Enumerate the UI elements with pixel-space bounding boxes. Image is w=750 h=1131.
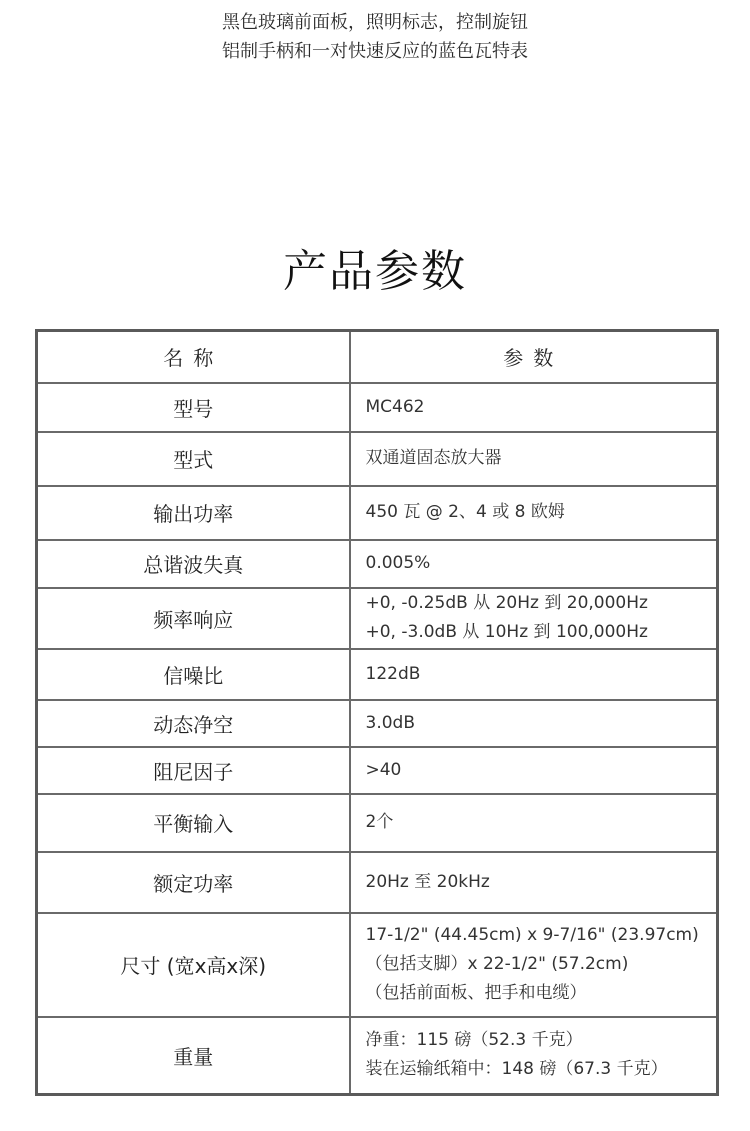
row-value [350,913,718,1017]
row-value [350,486,718,540]
value-line: 双通道固态放大器 [365,448,502,468]
table-row [37,913,718,1017]
row-value [350,588,718,649]
row-name: 平衡输入 [37,794,350,852]
row-value [350,649,718,700]
table-row [37,700,718,747]
row-value [350,794,718,852]
value-line: 17-1/2" (44.45cm) x 9-7/16" (23.97cm) [365,925,699,945]
table-row [37,383,718,432]
value-line: +0, -3.0dB 从 10Hz 到 100,000Hz [365,622,648,642]
intro-text [0,8,750,66]
row-value [350,852,718,913]
intro-line: 黑色玻璃前面板，照明标志，控制旋钮 [222,12,528,33]
section-title: 产品参数 [283,246,467,297]
row-value [350,700,718,747]
row-name: 重量 [37,1017,350,1095]
value-line: MC462 [365,396,425,417]
table-row [37,852,718,913]
row-name: 阻尼因子 [37,747,350,794]
header-name: 名称 [37,331,350,383]
row-value [350,432,718,486]
table-row [37,747,718,794]
row-name: 型式 [37,432,350,486]
table-row [37,432,718,486]
row-value [350,747,718,794]
row-name: 信噪比 [37,649,350,700]
row-name: 输出功率 [37,486,350,540]
spec-table [35,329,719,1096]
value-line: 净重：115 磅（52.3 千克） [365,1030,583,1051]
value-line: >40 [365,759,402,780]
row-name: 频率响应 [37,588,350,649]
row-value [350,540,718,588]
value-line: 20Hz 至 20kHz [365,871,490,892]
value-line: 122dB [365,663,421,684]
row-name: 总谐波失真 [37,540,350,588]
row-value [350,1017,718,1095]
value-line: 装在运输纸箱中：148 磅（67.3 千克） [365,1059,668,1080]
table-row [37,588,718,649]
value-line: 3.0dB [365,712,415,733]
table-row [37,794,718,852]
value-line: 2个 [365,812,394,832]
table-row [37,540,718,588]
value-line: +0, -0.25dB 从 20Hz 到 20,000Hz [365,593,648,613]
header-value: 参数 [350,331,718,383]
table-header-row [37,331,718,383]
value-line: 450 瓦 @ 2、4 或 8 欧姆 [365,502,565,522]
value-line: （包括前面板、把手和电缆） [365,983,587,1003]
row-name: 型号 [37,383,350,432]
value-line: 0.005% [365,553,431,573]
row-name: 额定功率 [37,852,350,913]
row-value [350,383,718,432]
table-row [37,1017,718,1095]
row-name: 尺寸 (宽x高x深) [37,913,350,1017]
row-name: 动态净空 [37,700,350,747]
table-row [37,486,718,540]
value-line: （包括支脚）x 22-1/2" (57.2cm) [365,954,629,974]
intro-line: 铝制手柄和一对快速反应的蓝色瓦特表 [222,41,528,62]
table-row [37,649,718,700]
